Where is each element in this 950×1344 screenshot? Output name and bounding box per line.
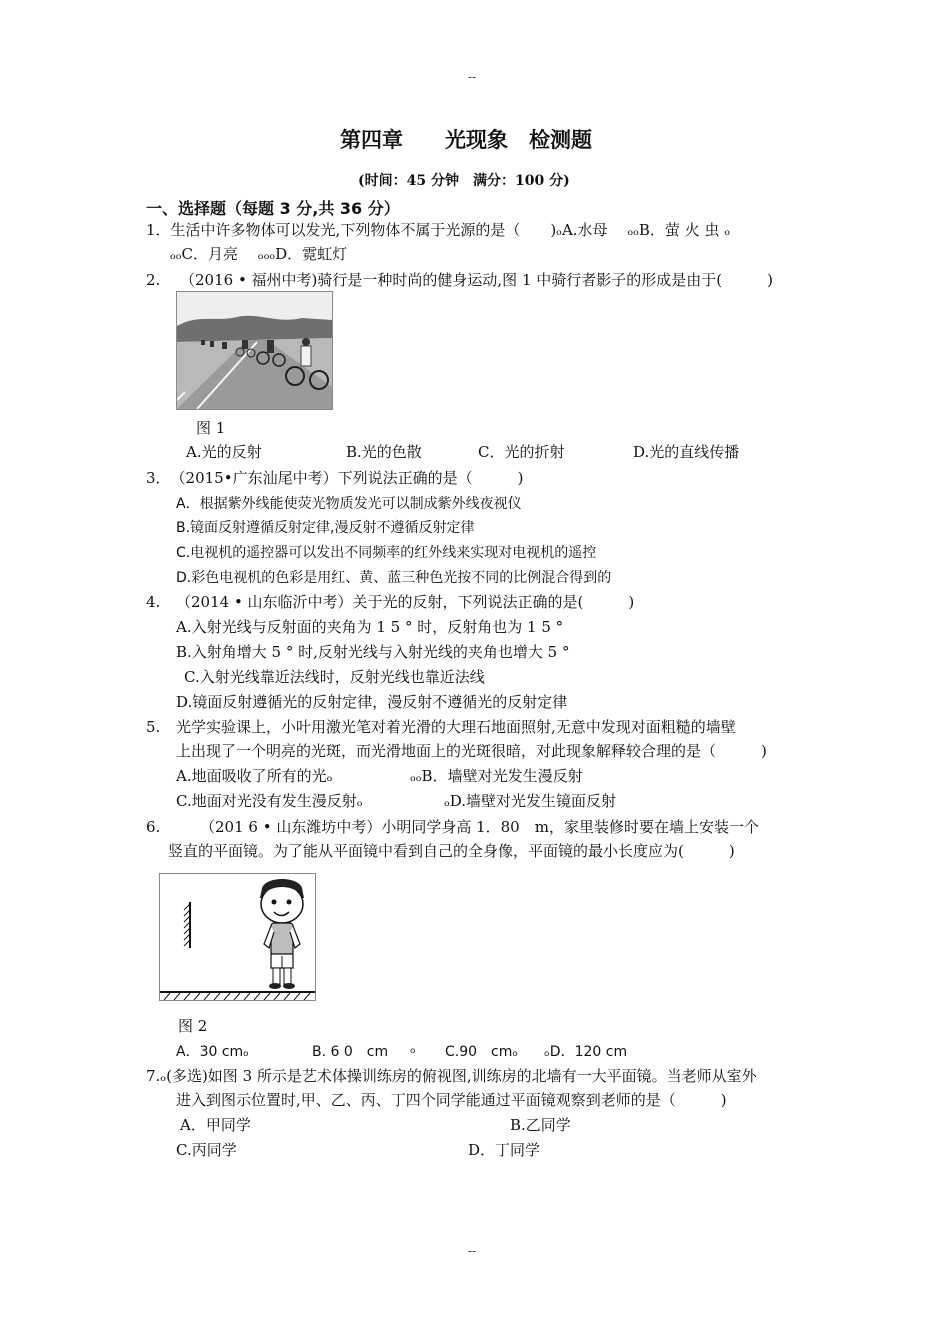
question-2-option-a: A.光的反射: [186, 443, 262, 461]
figure-1-caption: 图 1: [196, 419, 226, 437]
question-2-option-b: B.光的色散: [346, 443, 422, 461]
question-4-option-a: A.入射光线与反射面的夹角为 1 5 ° 时，反射角也为 1 5 °: [176, 618, 564, 636]
question-7-line-1: 7.ₒ(多选)如图 3 所示是艺术体操训练房的俯视图,训练房的北墙有一大平面镜。当老师从室外: [146, 1067, 757, 1085]
question-6-line-1: （201 6 • 山东潍坊中考）小明同学身高 1．80 m，家里装修时要在墙上安装一个: [200, 818, 759, 836]
question-3-stem: 3． （2015•广东汕尾中考）下列说法正确的是（ ): [146, 469, 524, 487]
question-3-option-a: A．根据紫外线能使荧光物质发光可以制成紫外线夜视仪: [176, 496, 522, 512]
question-4-number: 4.: [146, 593, 161, 611]
question-3-option-b: B.镜面反射遵循反射定律,漫反射不遵循反射定律: [176, 520, 475, 536]
page-top-mark: --: [468, 70, 477, 84]
question-1-line-1: 1．生活中许多物体可以发光,下列物体不属于光源的是（ )ₒA.水母 ₒₒB．萤 火 虫 ₒ: [146, 221, 730, 239]
page-title: 第四章 光现象 检测题: [340, 128, 592, 152]
question-5-number: 5.: [146, 718, 161, 736]
question-2-stem: （2016 • 福州中考)骑行是一种时尚的健身运动,图 1 中骑行者影子的形成是由于( ): [180, 271, 773, 289]
question-7-option-b: B.乙同学: [510, 1116, 571, 1134]
question-6-option-b: B. 6 0 cm: [312, 1044, 389, 1060]
figure-2-boy-mirror: [159, 873, 316, 1001]
question-1-line-2: ₒₒC．月亮 ₒₒₒD．霓虹灯: [170, 245, 348, 263]
question-2-option-c: C．光的折射: [478, 443, 565, 461]
question-5-option-c: C.地面对光没有发生漫反射ₒ: [176, 792, 363, 810]
question-7-option-d: D．丁同学: [468, 1141, 541, 1159]
figure-2-caption: 图 2: [178, 1017, 208, 1035]
question-4-option-b: B.入射角增大 5 ° 时,反射光线与入射光线的夹角也增大 5 °: [176, 643, 570, 661]
question-5-option-b: ₒₒB．墙壁对光发生漫反射: [410, 767, 583, 785]
question-5-option-d: ₒD.墙壁对光发生镜面反射: [444, 792, 617, 810]
page-subtitle: (时间：45 分钟 满分：100 分): [358, 173, 570, 189]
question-3-option-c: C.电视机的遥控器可以发出不同频率的红外线来实现对电视机的遥控: [176, 545, 597, 561]
question-6-option-d: ₒD．120 cm: [544, 1044, 628, 1060]
question-4-option-d: D.镜面反射遵循光的反射定律，漫反射不遵循光的反射定律: [176, 693, 568, 711]
figure-1-cyclists-photo: [176, 291, 333, 410]
question-7-option-a: A．甲同学: [180, 1116, 251, 1134]
question-5-option-a: A.地面吸收了所有的光ₒ: [176, 767, 333, 785]
question-5-line-1: 光学实验课上，小叶用激光笔对着光滑的大理石地面照射,无意中发现对面粗糙的墙壁: [176, 718, 736, 736]
question-4-stem: （2014 • 山东临沂中考）关于光的反射，下列说法正确的是( ): [176, 593, 635, 611]
question-6-number: 6.: [146, 818, 161, 836]
question-7-line-2: 进入到图示位置时,甲、乙、丙、丁四个同学能通过平面镜观察到老师的是（ ): [176, 1091, 727, 1109]
question-4-option-c: C.入射光线靠近法线时，反射光线也靠近法线: [184, 668, 485, 686]
question-6-option-separator: ₒ: [410, 1041, 416, 1057]
question-2-option-d: D.光的直线传播: [633, 443, 740, 461]
question-6-option-c: C.90 cmₒ: [445, 1044, 519, 1060]
page-bottom-mark: --: [468, 1244, 477, 1258]
question-6-line-2: 竖直的平面镜。为了能从平面镜中看到自己的全身像，平面镜的最小长度应为( ): [168, 842, 735, 860]
question-5-line-2: 上出现了一个明亮的光斑，而光滑地面上的光斑很暗，对此现象解释较合理的是（ ): [176, 742, 767, 760]
section-heading: 一、选择题（每题 3 分,共 36 分）: [146, 199, 400, 218]
question-7-option-c: C.丙同学: [176, 1141, 237, 1159]
cyclists-photo-icon: [177, 292, 332, 409]
boy-mirror-illustration-icon: [160, 874, 315, 1000]
question-2-number: 2.: [146, 271, 161, 289]
question-6-option-a: A．30 cmₒ: [176, 1044, 249, 1060]
question-3-option-d: D.彩色电视机的色彩是用红、黄、蓝三种色光按不同的比例混合得到的: [176, 570, 612, 586]
